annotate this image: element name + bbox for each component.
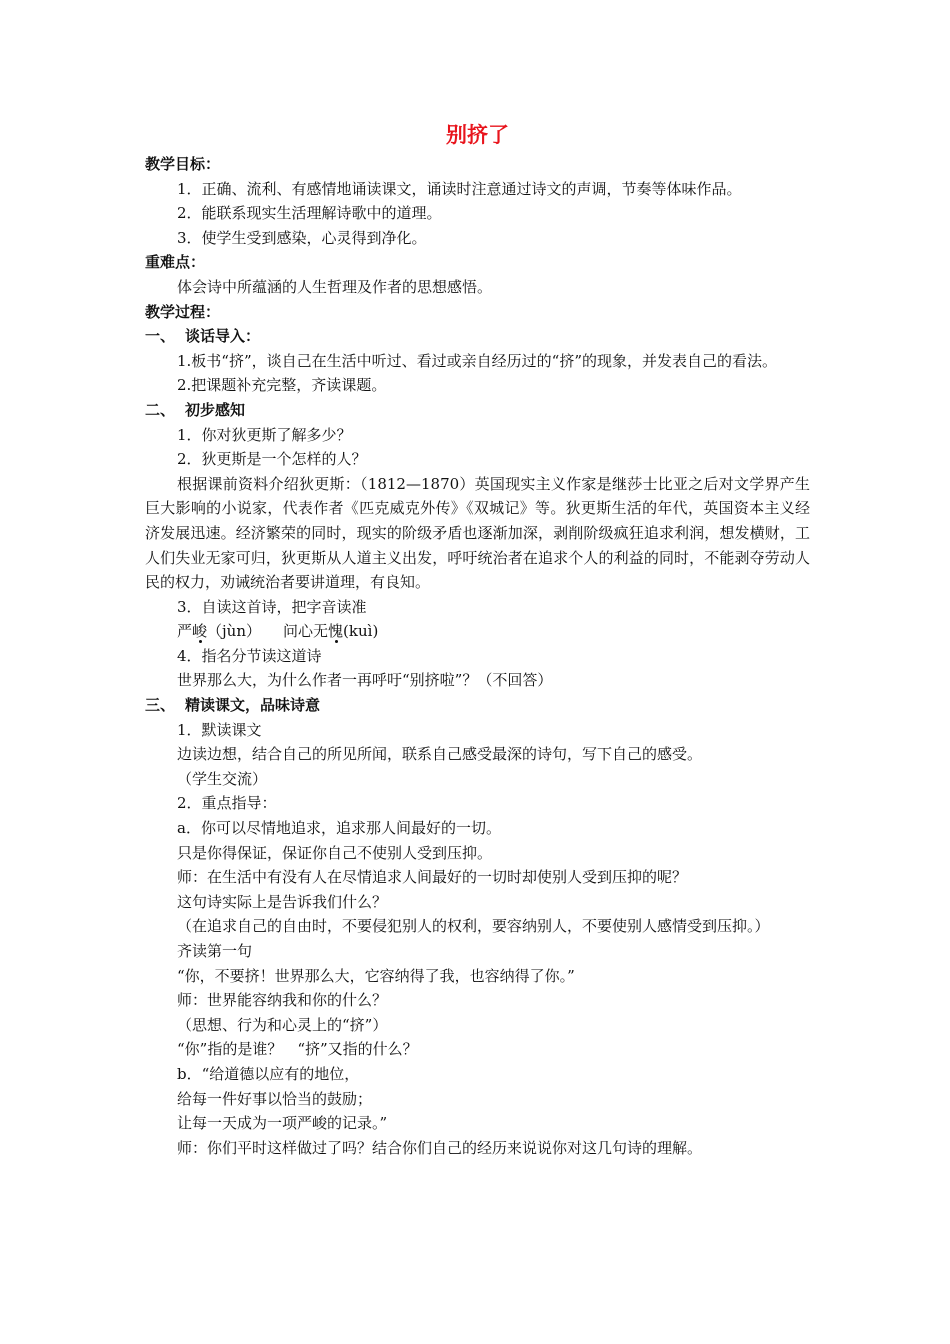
paragraph: 1.板书“挤”，谈自己在生活中听过、看过或亲自经历过的“挤”的现象，并发表自己的看法。 [177, 351, 777, 370]
text-line: b．“给道德以应有的地位， [177, 1064, 360, 1083]
document-page [145, 120, 810, 1160]
dotted-char: 峻 [192, 622, 208, 641]
question: 1．你对狄更斯了解多少？ [177, 425, 352, 444]
answer-paragraph: （在追求自己的自由时，不要侵犯别人的权利，要容纳别人，不要使别人感情受到压抑。） [177, 917, 770, 936]
text-line: （学生交流） [177, 769, 268, 788]
text-line: 让每一天成为一项严峻的记录。” [177, 1114, 388, 1133]
word-part: 问心无 [283, 622, 329, 641]
text-line: （思想、行为和心灵上的“挤”） [177, 1015, 388, 1034]
paragraph: 世界那么大，为什么作者一再呼吁“别挤啦”？（不回答） [177, 671, 553, 690]
section-heading-3 [145, 693, 810, 718]
text-line: 边读边想，结合自己的所见所闻，联系自己感受最深的诗句，写下自己的感受。 [177, 745, 703, 764]
text-line: 2．重点指导： [177, 794, 277, 813]
page-title: 别挤了 [446, 123, 509, 147]
objective-item: 3．使学生受到感染，心灵得到净化。 [177, 228, 427, 247]
question: 2．狄更斯是一个怎样的人？ [177, 450, 367, 469]
section-number: 三、 [145, 696, 176, 715]
section-number: 二、 [145, 400, 176, 419]
paragraph: 2.把课题补充完整，齐读课题。 [177, 376, 387, 395]
dotted-char: 愧 [328, 622, 344, 641]
text-line: 齐读第一句 [177, 942, 253, 960]
pronunciation-line [145, 619, 810, 644]
section-heading-1 [145, 324, 810, 349]
text-line: “你，不要挤！世界那么大，它容纳得了我，也容纳得了你。” [177, 966, 575, 985]
keypoints-heading: 重难点： [145, 253, 206, 272]
question: 4．指名分节读这道诗 [177, 646, 322, 665]
objectives-heading: 教学目标： [145, 155, 221, 173]
section-title: 谈话导入： [185, 327, 261, 346]
objective-item: 2．能联系现实生活理解诗歌中的道理。 [177, 204, 442, 223]
process-heading: 教学过程： [145, 302, 221, 321]
text-line: 1．默读课文 [177, 720, 262, 739]
section-title: 精读课文，品味诗意 [185, 696, 321, 715]
text-line: 只是你得保证，保证你自己不使别人受到压抑。 [177, 843, 493, 862]
pinyin: (kuì) [343, 622, 379, 641]
keypoints-text: 体会诗中所蕴涵的人生哲理及作者的思想感悟。 [177, 277, 493, 296]
question: 3．自读这首诗，把字音读准 [177, 597, 367, 616]
section-heading-2 [145, 398, 810, 423]
text-line: “你”指的是谁？ “挤”又指的什么？ [177, 1040, 418, 1059]
dickens-bio: 根据课前资料介绍狄更斯：（1812—1870）英国现实主义作家是继莎士比亚之后对文学界产生巨大影响的小说家，代表作者《匹克威克外传》《双城记》等。狄更斯生活的年代，英国资本主义经济发展迅速。经济繁荣的同时，现实的阶级矛盾也逐渐加深，剥削阶级疯狂追求利润，想发横财，工人们失业无家可归，狄更斯从人道主义出发，呼吁统治者在追求个人的利益的同时，不能剥夺劳动人民的权力，劝诫统治者要讲道理，有良知。 [145, 474, 810, 592]
text-line: 给每一件好事以恰当的鼓励； [177, 1089, 373, 1108]
section-number: 一、 [145, 327, 176, 346]
text-line: 这句诗实际上是告诉我们什么？ [177, 892, 388, 911]
section-title: 初步感知 [185, 400, 246, 419]
text-line: 师：在生活中有没有人在尽情追求人间最好的一切时却使别人受到压抑的呢？ [177, 868, 688, 887]
pinyin: （jùn） [207, 622, 262, 641]
text-line: 师：世界能容纳我和你的什么？ [177, 991, 388, 1010]
text-line: a．你可以尽情地追求，追求那人间最好的一切。 [177, 819, 501, 838]
word-part: 严 [177, 622, 193, 641]
objective-item: 1．正确、流利、有感情地诵读课文，诵读时注意通过诗文的声调，节奏等体味作品。 [177, 179, 742, 198]
text-line: 师：你们平时这样做过了吗？结合你们自己的经历来说说你对这几句诗的理解。 [177, 1138, 703, 1157]
